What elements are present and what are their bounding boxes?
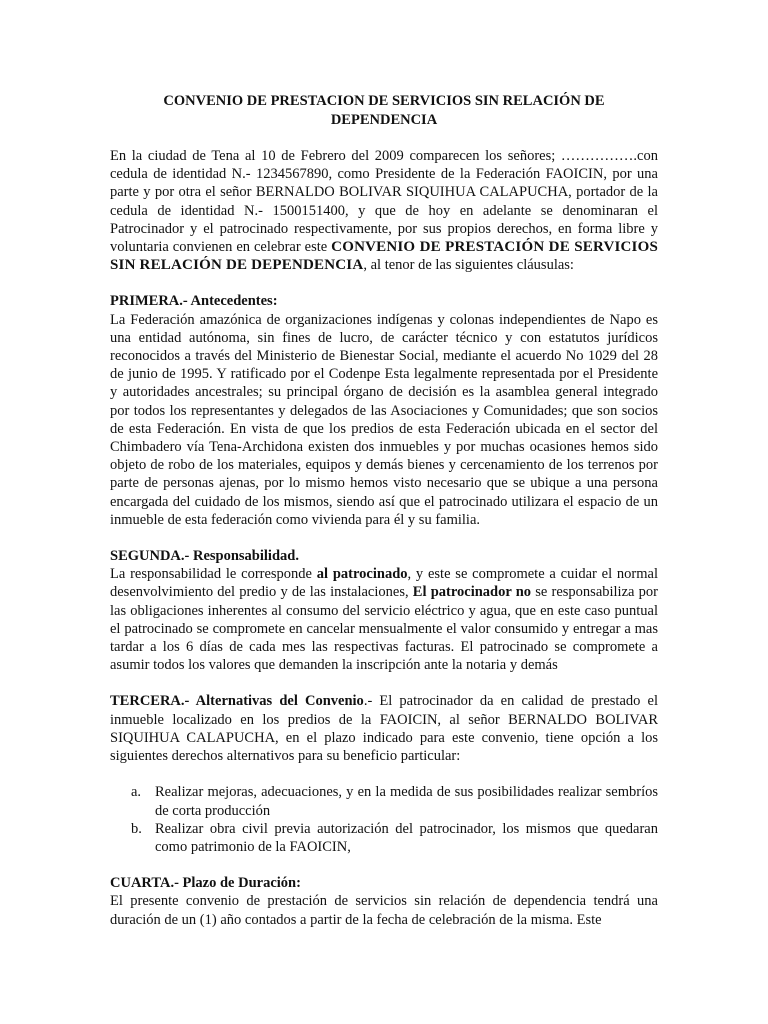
segunda-bold-2: El patrocinador no xyxy=(412,584,532,601)
cuarta-body: El presente convenio de prestación de servicios sin relación de dependencia tendrá una duración de un (1) año contados a partir de la fecha de celebración de la misma. Este xyxy=(110,893,658,928)
primera-body: La Federación amazónica de organizaciones indígenas y colonas independientes de Napo es una entidad autónoma, sin fines de lucro, de carácter técnico y con estatutos jurídicos reconocidos a través del Ministerio de Bienestar Social, mediante el acuerdo No 1029 del 28 de junio de 1995. Y ratificado por el Codenpe Esta legalmente representada por el Presidente y autoridades ancestrales; su principal órgano de decisión es la asamblea general integrado por todos los representantes y delegados de las Asociaciones y Comunidades; que son socios de esta Federación. En vista de que los predios de esta Federación ubicada en el sector del Chimbadero vía Tena-Archidona existen dos inmuebles y por muchas ocasiones hemos sido objeto de robo de los materiales, equipos y demás bienes y cercenamiento de los terrenos por parte de personas ajenas, por lo mismo hemos visto necesario que se ubique a una persona encargada del cuidado de los mismos, siendo así que el patrocinado utilizara el espacio de un inmueble de esta federación como vivienda para él y su familia. xyxy=(110,311,658,528)
intro-bold-text: CONVENIO DE PRESTACIÓN DE SERVICIOS SIN RELACIÓN DE DEPENDENCIA xyxy=(110,239,659,274)
section-tercera xyxy=(110,692,658,856)
cuarta-heading: CUARTA.- Plazo de Duración: xyxy=(110,875,301,892)
section-primera xyxy=(110,292,658,529)
tercera-paragraph xyxy=(110,692,658,765)
intro-text-1: En la ciudad de Tena al 10 de Febrero del 2009 comparecen los señores; …………….con cedula de identidad N.- 1234567890, como Presidente de la Federación FAOICIN, por una parte y por otra el señor BERNALDO BOLIVAR SIQUIHUA CALAPUCHA, portador de la cedula de identidad N.- 1500151400, y que de hoy en adelante se denominaran el Patrocinador y el patrocinado respectivamente, por sus propios derechos, en forma libre y voluntaria convienen en celebrar este xyxy=(110,148,658,256)
list-marker: a. xyxy=(131,784,142,801)
document-title xyxy=(110,92,658,129)
list-item xyxy=(110,783,658,819)
list-item-text: Realizar obra civil previa autorización del patrocinador, los mismos que quedaran como patrimonio de la FAOICIN, xyxy=(155,820,658,855)
segunda-bold-1: al patrocinado xyxy=(316,566,408,583)
segunda-text-2: , y este se compromete a cuidar el normal desenvolvimiento del predio y de las instalaciones, xyxy=(110,566,658,601)
tercera-heading: TERCERA.- Alternativas del Convenio xyxy=(110,693,364,710)
section-cuarta xyxy=(110,874,658,929)
list-item xyxy=(110,820,658,856)
list-item-text: Realizar mejoras, adecuaciones, y en la medida de sus posibilidades realizar sembríos de corta producción xyxy=(155,784,658,819)
segunda-heading: SEGUNDA.- Responsabilidad. xyxy=(110,548,299,565)
segunda-body xyxy=(110,565,658,674)
title-line-2: DEPENDENCIA xyxy=(330,111,438,128)
intro-text-2: , al tenor de las siguientes cláusulas: xyxy=(363,257,574,274)
section-segunda xyxy=(110,547,658,674)
list-marker: b. xyxy=(131,820,142,837)
intro-paragraph xyxy=(110,147,658,274)
title-line-1: CONVENIO DE PRESTACION DE SERVICIOS SIN RELACIÓN DE xyxy=(163,93,605,109)
alternatives-list xyxy=(110,783,658,856)
primera-heading: PRIMERA.- Antecedentes: xyxy=(110,293,278,310)
segunda-text-3: se responsabiliza por las obligaciones inherentes al consumo del servicio eléctrico y agua, que en este caso puntual el patrocinado se compromete en cancelar mensualmente el valor consumido y entregar a mas tardar a los 6 días de cada mes las respectivas facturas. El patrocinado se compromete a asumir todos los valores que demanden la inscripción ante la notaria y demás xyxy=(110,584,658,674)
tercera-body: .- El patrocinador da en calidad de prestado el inmueble localizado en los predios de la FAOICIN, al señor BERNALDO BOLIVAR SIQUIHUA CALAPUCHA, en el plazo indicado para este convenio, tiene opción a los siguientes derechos alternativos para su beneficio particular: xyxy=(110,693,658,765)
segunda-text-1: La responsabilidad le corresponde xyxy=(110,566,317,583)
